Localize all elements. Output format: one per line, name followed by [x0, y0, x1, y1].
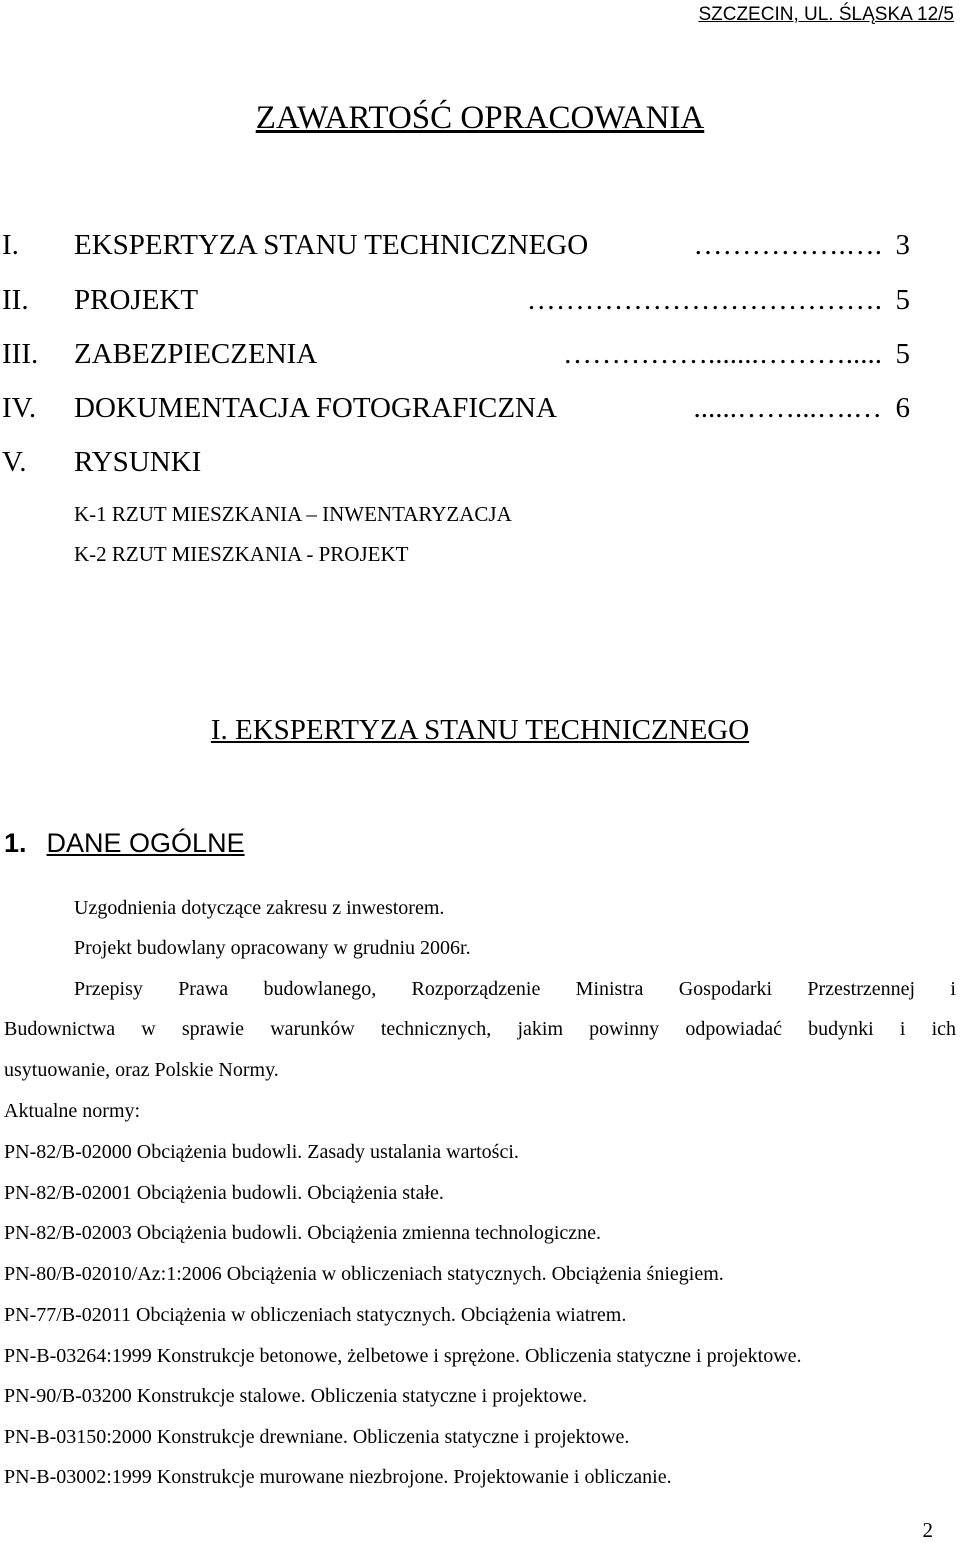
- word: technicznych,: [380, 1018, 492, 1040]
- word: budowlanego,: [263, 978, 377, 1000]
- toc-item: [0, 392, 960, 428]
- drawing-item: K-1 RZUT MIESZKANIA – INWENTARYZACJA: [74, 502, 512, 526]
- norm-item: PN-82/B-02001 Obciążenia budowli. Obciążenia stałe.: [4, 1182, 444, 1204]
- norms-label: Aktualne normy:: [4, 1100, 141, 1122]
- toc-page: 6: [895, 392, 910, 424]
- toc-text: ZABEZPIECZENIA: [74, 338, 318, 370]
- subsection-title: DANE OGÓLNE: [46, 828, 245, 858]
- norm-item: PN-77/B-02011 Obciążenia w obliczeniach statycznych. Obciążenia wiatrem.: [4, 1304, 627, 1326]
- word: budynki: [808, 1018, 874, 1040]
- word: Przestrzennej: [807, 978, 916, 1000]
- toc-leader: ……………………………….: [526, 284, 882, 316]
- drawing-item: K-2 RZUT MIESZKANIA - PROJEKT: [74, 542, 409, 566]
- toc-page: 3: [895, 229, 910, 261]
- toc-item: [0, 284, 960, 320]
- norm-item: PN-80/B-02010/Az:1:2006 Obciążenia w obliczeniach statycznych. Obciążenia śniegiem.: [4, 1263, 724, 1285]
- word: Przepisy: [74, 978, 143, 1000]
- norm-item: PN-82/B-02003 Obciążenia budowli. Obciążenia zmienna technologiczne.: [4, 1222, 602, 1244]
- word: Gospodarki: [678, 978, 773, 1000]
- toc-leader: …………….......……….....: [563, 338, 882, 370]
- word: i: [899, 1018, 906, 1040]
- word: Prawa: [178, 978, 229, 1000]
- word: odpowiadać: [685, 1018, 782, 1040]
- document-title: ZAWARTOŚĆ OPRACOWANIA: [255, 100, 705, 136]
- section-title: [0, 714, 960, 747]
- word: sprawie: [181, 1018, 245, 1040]
- word: ich: [931, 1018, 956, 1040]
- justified-line: [74, 978, 956, 1001]
- norm-item: PN-B-03002:1999 Konstrukcje murowane niezbrojone. Projektowanie i obliczanie.: [4, 1466, 672, 1488]
- toc-leader: ......……...….…: [693, 392, 882, 424]
- justified-line: [4, 1018, 956, 1041]
- norm-item: PN-90/B-03200 Konstrukcje stalowe. Obliczenia statyczne i projektowe.: [4, 1385, 588, 1407]
- toc-item: [0, 338, 960, 374]
- toc-number: IV.: [2, 392, 37, 424]
- norm-item: PN-B-03150:2000 Konstrukcje drewniane. Obliczenia statyczne i projektowe.: [4, 1426, 630, 1448]
- toc-text: EKSPERTYZA STANU TECHNICZNEGO: [74, 229, 589, 261]
- word: w: [141, 1018, 156, 1040]
- toc-page: 5: [895, 284, 910, 316]
- page-number: 2: [922, 1518, 933, 1542]
- body-line: Projekt budowlany opracowany w grudniu 2006r.: [74, 937, 471, 959]
- toc-item: [0, 229, 960, 265]
- word: i: [950, 978, 956, 1000]
- norm-item: PN-82/B-02000 Obciążenia budowli. Zasady ustalania wartości.: [4, 1141, 519, 1163]
- toc-number: V.: [2, 446, 27, 478]
- word: powinny: [589, 1018, 660, 1040]
- toc-number: III.: [2, 338, 39, 370]
- subsection-number: 1.: [4, 828, 27, 858]
- toc-item: [0, 446, 960, 482]
- word: Budownictwa: [4, 1018, 116, 1040]
- toc-leader: …………….….: [693, 229, 882, 261]
- toc-number: II.: [2, 284, 29, 316]
- page-header: SZCZECIN, UL. ŚLĄSKA 12/5: [698, 4, 954, 25]
- section-title-text: I. EKSPERTYZA STANU TECHNICZNEGO: [210, 714, 750, 746]
- subsection-heading: [4, 828, 245, 859]
- word: Ministra: [575, 978, 644, 1000]
- body-line: usytuowanie, oraz Polskie Normy.: [4, 1059, 279, 1081]
- toc-text: PROJEKT: [74, 284, 199, 316]
- word: warunków: [270, 1018, 355, 1040]
- toc-text: DOKUMENTACJA FOTOGRAFICZNA: [74, 392, 557, 424]
- body-line: Uzgodnienia dotyczące zakresu z inwestorem.: [74, 897, 445, 919]
- toc-number: I.: [2, 229, 19, 261]
- toc-text: RYSUNKI: [74, 446, 202, 478]
- toc-page: 5: [895, 338, 910, 370]
- word: jakim: [517, 1018, 564, 1040]
- norm-item: PN-B-03264:1999 Konstrukcje betonowe, żelbetowe i sprężone. Obliczenia statyczne i projektowe.: [4, 1345, 802, 1367]
- word: Rozporządzenie: [411, 978, 541, 1000]
